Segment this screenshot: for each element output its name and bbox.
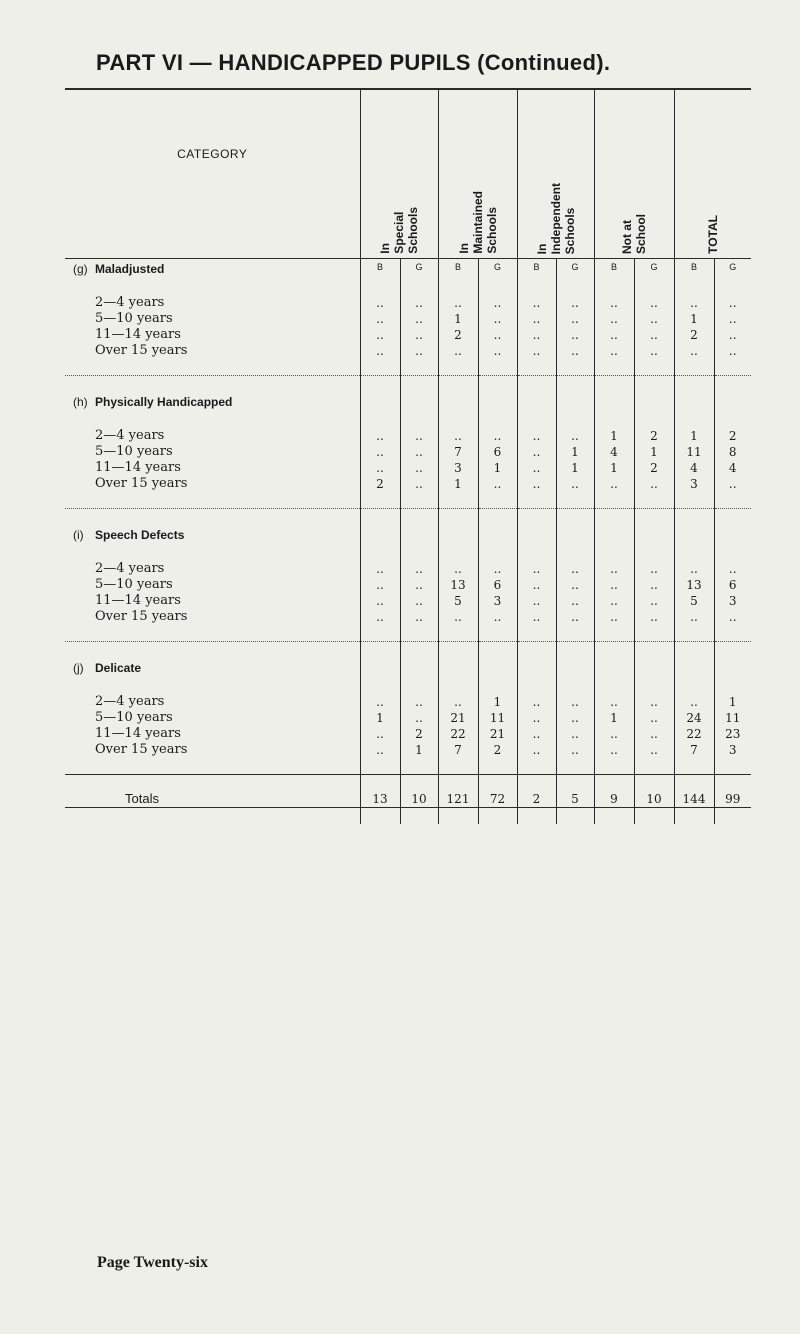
table-cell: .. — [517, 343, 556, 359]
table-cell: 6 — [714, 577, 751, 593]
age-group-label: Over 15 years — [95, 476, 188, 491]
table-cell: 1 — [594, 710, 634, 726]
table-cell: 6 — [478, 444, 517, 460]
spacer-row — [65, 758, 751, 775]
sex-subheader: G — [556, 259, 594, 280]
table-cell: .. — [674, 343, 714, 359]
table-cell: .. — [556, 577, 594, 593]
total-cell: 144 — [674, 791, 714, 808]
table-cell: 2 — [674, 327, 714, 343]
table-cell: .. — [360, 593, 400, 609]
table-cell: 11 — [714, 710, 751, 726]
table-cell: .. — [714, 476, 751, 492]
age-group-label: 5—10 years — [95, 444, 173, 459]
sex-subheader: G — [478, 259, 517, 280]
table-cell: .. — [517, 460, 556, 476]
sex-subheader: B — [438, 259, 478, 280]
table-cell: .. — [634, 295, 674, 311]
table-cell: .. — [556, 476, 594, 492]
table-cell: .. — [674, 561, 714, 577]
table-cell: 1 — [556, 444, 594, 460]
dotted-divider-row — [65, 359, 751, 376]
table-cell: .. — [556, 593, 594, 609]
table-cell: .. — [556, 428, 594, 444]
spacer-row — [65, 412, 751, 428]
table-cell: 5 — [674, 593, 714, 609]
dotted-divider-row — [65, 625, 751, 642]
total-cell: 72 — [478, 791, 517, 808]
spacer-row — [65, 376, 751, 393]
table-cell: .. — [556, 710, 594, 726]
table-cell: 5 — [438, 593, 478, 609]
total-cell: 5 — [556, 791, 594, 808]
section-title — [65, 658, 360, 678]
table-cell: .. — [478, 428, 517, 444]
table-cell: .. — [634, 311, 674, 327]
table-cell: .. — [594, 311, 634, 327]
table-cell: .. — [556, 609, 594, 625]
section-header-row — [65, 259, 751, 280]
table-cell: 2 — [714, 428, 751, 444]
table-row — [65, 609, 751, 625]
table-row — [65, 593, 751, 609]
section-header-row — [65, 525, 751, 545]
table-row — [65, 428, 751, 444]
table-cell: .. — [360, 343, 400, 359]
table-cell: .. — [634, 327, 674, 343]
table-cell: .. — [400, 327, 438, 343]
section-header-row — [65, 392, 751, 412]
section-title — [65, 392, 360, 412]
sex-subheader: B — [360, 259, 400, 280]
age-group-label: 5—10 years — [95, 311, 173, 326]
table-cell: .. — [556, 561, 594, 577]
table-row — [65, 476, 751, 492]
table-cell: 1 — [674, 428, 714, 444]
table-cell: .. — [634, 343, 674, 359]
table-cell: .. — [517, 476, 556, 492]
table-cell: .. — [556, 726, 594, 742]
section-code: (i) — [73, 528, 84, 542]
table-cell: 13 — [674, 577, 714, 593]
table-cell: .. — [556, 295, 594, 311]
table-row — [65, 710, 751, 726]
table-cell: .. — [360, 428, 400, 444]
table-cell: 4 — [714, 460, 751, 476]
total-cell: 121 — [438, 791, 478, 808]
table-cell: .. — [478, 311, 517, 327]
table-cell: 1 — [438, 311, 478, 327]
table-cell: .. — [594, 327, 634, 343]
age-group-label: Over 15 years — [95, 343, 188, 358]
table-cell: 2 — [400, 726, 438, 742]
table-cell: .. — [400, 561, 438, 577]
table-cell: 1 — [594, 460, 634, 476]
table-cell: .. — [634, 742, 674, 758]
table-cell: .. — [594, 577, 634, 593]
table-cell: .. — [634, 726, 674, 742]
total-cell: 13 — [360, 791, 400, 808]
table-cell: .. — [438, 343, 478, 359]
table-cell: 6 — [478, 577, 517, 593]
header-special-schools: In Special Schools — [360, 89, 438, 259]
table-cell: 4 — [594, 444, 634, 460]
table-cell: .. — [478, 327, 517, 343]
table-cell: 8 — [714, 444, 751, 460]
table-cell: .. — [360, 742, 400, 758]
table-cell: 11 — [478, 710, 517, 726]
total-cell: 99 — [714, 791, 751, 808]
header-not-at-school: Not at School — [594, 89, 674, 259]
table-cell: .. — [360, 460, 400, 476]
table-cell: .. — [400, 476, 438, 492]
age-group-label: Over 15 years — [95, 742, 188, 757]
table-cell: .. — [478, 561, 517, 577]
table-cell: 2 — [634, 428, 674, 444]
table-cell: .. — [556, 311, 594, 327]
table-cell: 3 — [714, 742, 751, 758]
table-cell: .. — [674, 609, 714, 625]
table-cell: 1 — [634, 444, 674, 460]
category-header: CATEGORY — [65, 89, 360, 259]
table-cell: .. — [478, 476, 517, 492]
table-cell: .. — [517, 726, 556, 742]
table-cell: .. — [360, 609, 400, 625]
spacer-row — [65, 642, 751, 659]
table-cell: .. — [556, 343, 594, 359]
table-cell: .. — [594, 609, 634, 625]
table-cell: .. — [634, 476, 674, 492]
table-cell: 21 — [478, 726, 517, 742]
table-cell: .. — [674, 295, 714, 311]
table-cell: 1 — [438, 476, 478, 492]
table-cell: .. — [400, 311, 438, 327]
table-cell: .. — [517, 577, 556, 593]
spacer-row — [65, 678, 751, 694]
table-cell: 2 — [634, 460, 674, 476]
section-code: (g) — [73, 262, 88, 276]
section-title — [65, 259, 360, 280]
table-row — [65, 694, 751, 710]
table-cell: .. — [634, 609, 674, 625]
table-cell: .. — [400, 694, 438, 710]
table-cell: 1 — [478, 694, 517, 710]
age-group-label: 11—14 years — [95, 460, 181, 475]
section-name: Delicate — [95, 661, 142, 675]
section-name: Maladjusted — [95, 262, 165, 276]
table-cell: 1 — [674, 311, 714, 327]
spacer-row — [65, 279, 751, 295]
table-cell: 1 — [594, 428, 634, 444]
table-cell: .. — [517, 561, 556, 577]
table-cell: .. — [360, 726, 400, 742]
section-code: (j) — [73, 661, 84, 675]
table-cell: .. — [360, 561, 400, 577]
table-row — [65, 295, 751, 311]
table-cell: .. — [438, 428, 478, 444]
table-cell: 23 — [714, 726, 751, 742]
age-group-label: 11—14 years — [95, 726, 181, 741]
total-cell: 10 — [634, 791, 674, 808]
age-group-label: 5—10 years — [95, 577, 173, 592]
table-cell: .. — [360, 577, 400, 593]
spacer-row — [65, 545, 751, 561]
table-cell: .. — [517, 609, 556, 625]
spacer-row — [65, 509, 751, 526]
table-cell: 1 — [714, 694, 751, 710]
section-name: Physically Handicapped — [95, 395, 233, 409]
table-cell: 7 — [438, 742, 478, 758]
table-cell: .. — [478, 295, 517, 311]
table-cell: 7 — [674, 742, 714, 758]
section-name: Speech Defects — [95, 528, 185, 542]
column-header-row — [65, 89, 751, 259]
table-cell: .. — [438, 561, 478, 577]
handicapped-pupils-table — [65, 88, 751, 824]
table-cell: .. — [517, 742, 556, 758]
total-cell: 10 — [400, 791, 438, 808]
age-group-label: 11—14 years — [95, 327, 181, 342]
table-cell: .. — [400, 710, 438, 726]
table-cell: 24 — [674, 710, 714, 726]
table-cell: .. — [360, 694, 400, 710]
table-cell: 2 — [478, 742, 517, 758]
sex-subheader: B — [517, 259, 556, 280]
table-cell: .. — [556, 694, 594, 710]
dotted-divider-row — [65, 492, 751, 509]
table-cell: .. — [714, 609, 751, 625]
table-cell: .. — [517, 311, 556, 327]
table-cell: 21 — [438, 710, 478, 726]
table-cell: .. — [400, 428, 438, 444]
table-cell: .. — [714, 295, 751, 311]
table-cell: .. — [556, 742, 594, 758]
age-group-label: Over 15 years — [95, 609, 188, 624]
table-cell: .. — [634, 577, 674, 593]
table-row — [65, 742, 751, 758]
table-cell: .. — [517, 428, 556, 444]
table-cell: .. — [360, 311, 400, 327]
table-cell: .. — [517, 710, 556, 726]
section-code: (h) — [73, 395, 88, 409]
table-cell: 1 — [360, 710, 400, 726]
sex-subheader: G — [400, 259, 438, 280]
table-cell: .. — [634, 694, 674, 710]
table-cell: .. — [400, 593, 438, 609]
table-cell: 1 — [478, 460, 517, 476]
age-group-label: 11—14 years — [95, 593, 181, 608]
table-cell: .. — [438, 609, 478, 625]
page-footer: Page Twenty-six — [97, 1254, 208, 1271]
table-cell: .. — [674, 694, 714, 710]
table-cell: .. — [594, 561, 634, 577]
table-cell: .. — [714, 561, 751, 577]
age-group-label: 2—4 years — [95, 428, 165, 443]
table-cell: .. — [360, 444, 400, 460]
table-cell: .. — [360, 295, 400, 311]
total-cell: 2 — [517, 791, 556, 808]
table-cell: .. — [594, 694, 634, 710]
table-cell: 1 — [556, 460, 594, 476]
totals-bottom-rule-row — [65, 808, 751, 825]
table-cell: .. — [517, 593, 556, 609]
table-cell: .. — [594, 726, 634, 742]
table-cell: .. — [594, 742, 634, 758]
table-cell: 4 — [674, 460, 714, 476]
table-cell: 3 — [714, 593, 751, 609]
table-cell: .. — [594, 476, 634, 492]
section-header-row — [65, 658, 751, 678]
total-cell: 9 — [594, 791, 634, 808]
totals-label: Totals — [125, 791, 159, 806]
table-cell: .. — [517, 444, 556, 460]
age-group-label: 2—4 years — [95, 694, 165, 709]
table-cell: 3 — [438, 460, 478, 476]
table-cell: .. — [714, 343, 751, 359]
table-cell: .. — [634, 561, 674, 577]
totals-row — [65, 791, 751, 808]
table-cell: 22 — [674, 726, 714, 742]
sex-subheader: G — [634, 259, 674, 280]
table-cell: .. — [634, 710, 674, 726]
table-row — [65, 561, 751, 577]
age-group-label: 5—10 years — [95, 710, 173, 725]
table-cell: .. — [517, 694, 556, 710]
age-group-label: 2—4 years — [95, 295, 165, 310]
table-cell: 11 — [674, 444, 714, 460]
table-cell: .. — [594, 295, 634, 311]
header-independent-schools: In Independent Schools — [517, 89, 594, 259]
table-cell: .. — [556, 327, 594, 343]
table-cell: .. — [360, 327, 400, 343]
table-cell: 13 — [438, 577, 478, 593]
table-cell: .. — [634, 593, 674, 609]
section-title — [65, 525, 360, 545]
table-row — [65, 327, 751, 343]
table-cell: .. — [594, 343, 634, 359]
table-cell: .. — [478, 343, 517, 359]
header-maintained-schools: In Maintained Schools — [438, 89, 517, 259]
table-cell: 3 — [674, 476, 714, 492]
table-cell: .. — [400, 460, 438, 476]
table-cell: .. — [517, 295, 556, 311]
table-cell: 1 — [400, 742, 438, 758]
table-cell: .. — [400, 609, 438, 625]
table-cell: 3 — [478, 593, 517, 609]
table-cell: .. — [400, 295, 438, 311]
table-cell: .. — [438, 694, 478, 710]
sex-subheader: B — [594, 259, 634, 280]
table-cell: .. — [400, 444, 438, 460]
table-cell: .. — [478, 609, 517, 625]
table-row — [65, 311, 751, 327]
table-row — [65, 444, 751, 460]
table-row — [65, 460, 751, 476]
sex-subheader: B — [674, 259, 714, 280]
table-cell: .. — [400, 343, 438, 359]
table-row — [65, 577, 751, 593]
table-cell: 2 — [360, 476, 400, 492]
table-cell: .. — [714, 327, 751, 343]
page-title: PART VI — HANDICAPPED PUPILS (Continued). — [96, 50, 611, 75]
table-cell: 2 — [438, 327, 478, 343]
table-cell: .. — [438, 295, 478, 311]
table-row — [65, 726, 751, 742]
header-total: TOTAL — [674, 89, 751, 259]
age-group-label: 2—4 years — [95, 561, 165, 576]
table-cell: .. — [714, 311, 751, 327]
table-cell: .. — [517, 327, 556, 343]
table-cell: 22 — [438, 726, 478, 742]
sex-subheader: G — [714, 259, 751, 280]
table-cell: .. — [594, 593, 634, 609]
table-row — [65, 343, 751, 359]
table-cell: .. — [400, 577, 438, 593]
table-cell: 7 — [438, 444, 478, 460]
totals-rule-row — [65, 775, 751, 792]
